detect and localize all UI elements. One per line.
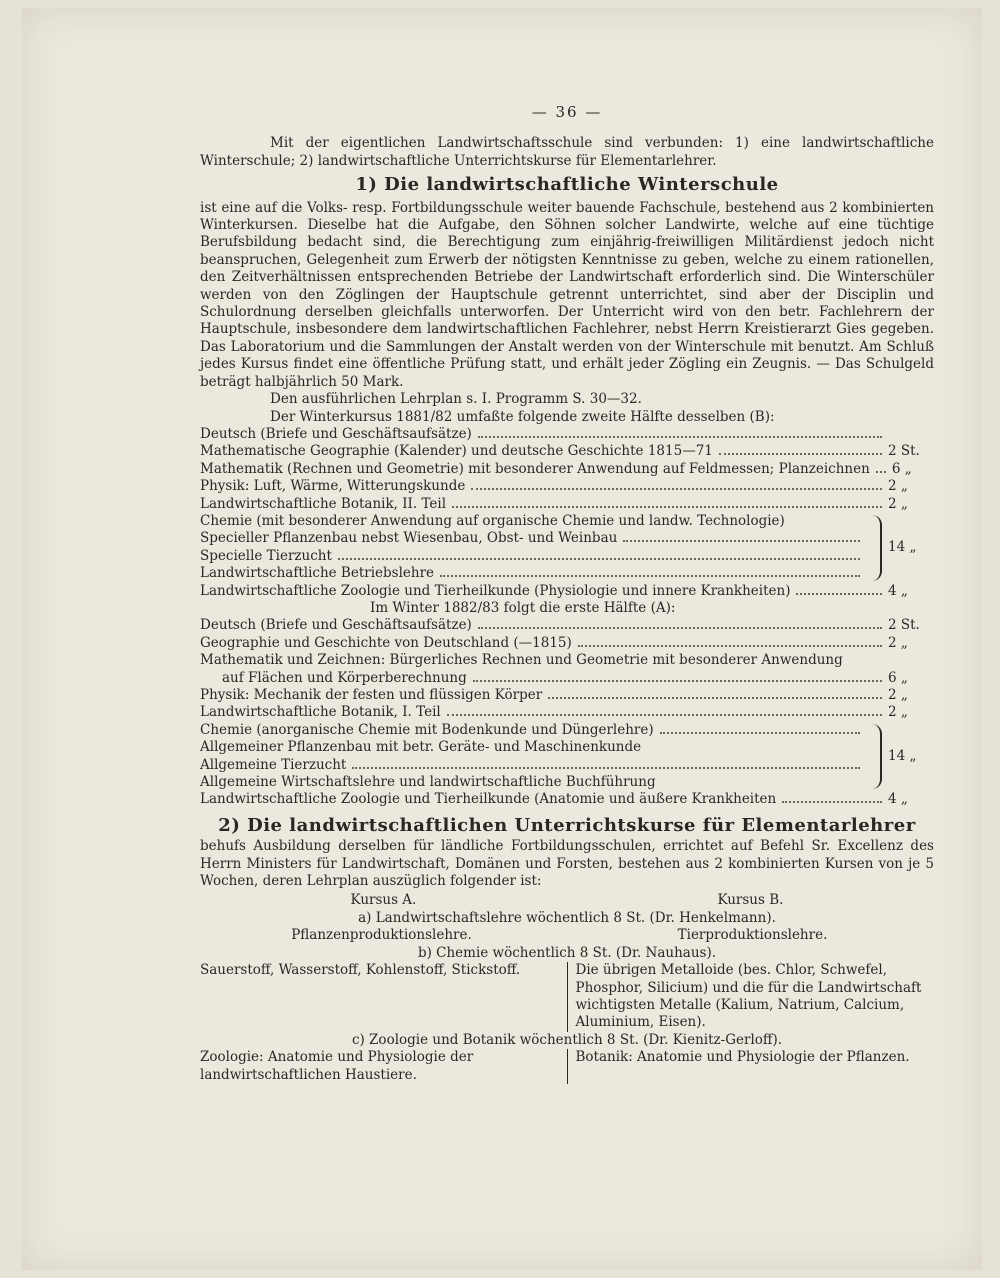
leader-dots [478,436,882,438]
leader-dots [478,627,882,629]
group-items [200,513,866,583]
leader-dots [719,453,882,455]
leader-dots [338,558,860,560]
subject-name: Physik: Luft, Wärme, Witterungskunde [200,478,466,495]
document-page [22,8,982,1270]
subject-row [200,757,866,774]
leader-dots [352,767,860,769]
subject-name: Chemie (anorganische Chemie mit Bodenkunde und Düngerlehre) [200,721,654,738]
course-a-right: Tierproduktionslehre. [677,927,828,944]
subject-row [200,426,934,443]
subject-name: Landwirtschaftliche Zoologie und Tierheilkunde (Physiologie und innere Krankheiten) [200,582,791,599]
subject-name: Allgemeine Wirtschaftslehre und landwirtschaftliche Buchführung [200,774,656,791]
subject-hours: 2 „ [888,634,908,651]
course-c-columns [200,1049,934,1084]
kursus-a-heading: Kursus A. [350,892,417,909]
course-b-right: Die übrigen Metalloide (bes. Chlor, Schwefel, Phosphor, Silicium) und die für die Landwirtschaft wichtigsten Metalle (Kalium, Natrium, Calcium, Aluminium, Eisen). [567,962,935,1032]
subject-name: Allgemeine Tierzucht [200,756,347,773]
page-number: — 36 — [531,103,603,121]
curly-brace [870,515,882,581]
subject-name: Landwirtschaftliche Botanik, I. Teil [200,704,441,721]
subject-hours: 6 „ [891,460,912,477]
subject-hours: 2 „ [888,478,908,495]
subject-name: Mathematische Geographie (Kalender) und deutsche Geschichte 1815—71 [200,443,713,460]
subject-row [200,548,866,565]
subject-row [200,617,934,634]
course-b-columns [200,962,934,1032]
leader-dots [447,714,882,716]
subject-row [200,670,934,687]
course-b-line: b) Chemie wöchentlich 8 St. (Dr. Nauhaus). [417,944,717,961]
subject-name: Deutsch (Briefe und Geschäftsaufsätze) [200,617,472,634]
section2-body: behufs Ausbildung derselben für ländliche Fortbildungsschulen, errichtet auf Befehl Sr. Excellenz des Herrn Ministers für Landwirtschaft, Domänen und Forsten, bestehen aus 2 kombinierten Kursen von je 5 Wochen, deren Lehrplan auszüglich folgender ist: [200,838,934,890]
subject-row [200,513,866,530]
subject-name: Landwirtschaftliche Botanik, II. Teil [200,495,447,512]
subject-row [200,496,934,513]
subject-hours: 2 „ [888,704,908,721]
lehrplan-note: Den ausführlichen Lehrplan s. I. Programm S. 30—32. [270,391,642,408]
course-a-line: a) Landwirtschaftslehre wöchentlich 8 St. (Dr. Henkelmann). [358,909,776,926]
section1-body: ist eine auf die Volks- resp. Fortbildungsschule weiter bauende Fachschule, bestehend aus 2 kombinierten Winterkursen. Dieselbe hat die Aufgabe, den Söhnen solcher Landwirte, welche auf eine tüchtige Berufsbildung bedacht sind, die Berechtigung zum einjährig-freiwilligen Militärdienst jedoch nicht beanspruchen, Gelegenheit zum Erwerb der nötigsten Kenntnisse zu geben, welche zu einem rationellen, den Zeitverhältnissen entsprechenden Betriebe der Landwirtschaft erforderlich sind. Die Winterschüler werden von den Zöglingen der Hauptschule getrennt unterrichtet, sind aber der Disciplin und Schulordnung derselben gleichfalls unterworfen. Der Unterricht wird von den betr. Fachlehrern der Hauptschule, insbesondere dem landwirtschaftlichen Fachlehrer, nebst Herrn Kreistierarzt Gies gegeben. Das Laboratorium und die Sammlungen der Anstalt werden von der Winterschule mit benutzt. Am Schluß jedes Kursus findet eine öffentliche Prüfung statt, und erhält jeder Zögling ein Zeugnis. — Das Schulgeld beträgt halbjährlich 50 Mark. [200,199,934,390]
subject-hours: 4 „ [888,791,908,808]
kursus-b-heading: Kursus B. [717,892,784,909]
section2-title: 2) Die landwirtschaftlichen Unterrichtskurse für Elementarlehrer [218,814,916,836]
subject-name: Deutsch (Briefe und Geschäftsaufsätze) [200,425,472,442]
course-c-line: c) Zoologie und Botanik wöchentlich 8 St. (Dr. Kienitz-Gerloff). [351,1031,783,1048]
subject-row [200,704,934,721]
curly-brace [870,724,882,790]
leader-dots [796,593,882,595]
subject-name: Chemie (mit besonderer Anwendung auf organische Chemie und landw. Technologie) [200,512,785,529]
subject-name: auf Flächen und Körperberechnung [222,669,467,686]
leader-dots [782,801,882,803]
subject-row [200,635,934,652]
group-items [200,722,866,792]
leader-dots [660,732,860,734]
course-b-left: Sauerstoff, Wasserstoff, Kohlenstoff, Stickstoff. [200,962,521,979]
course-a-left: Pflanzenproduktionslehre. [291,927,472,944]
subject-name: Landwirtschaftliche Betriebslehre [200,565,435,582]
course-headings [200,892,934,909]
leader-dots [452,506,882,508]
intro-paragraph: Mit der eigentlichen Landwirtschaftsschule sind verbunden: 1) eine landwirtschaftliche Winterschule; 2) landwirtschaftliche Unterrichtskurse für Elementarlehrer. [200,135,934,169]
subject-name: Specieller Pflanzenbau nebst Wiesenbau, Obst- und Weinbau [200,530,618,547]
subject-name: Mathematik (Rechnen und Geometrie) mit besonderer Anwendung auf Feldmessen; Planzeichnen [200,460,870,477]
leader-dots [623,540,860,542]
leader-dots [876,471,886,473]
group-hours: 14 „ [888,539,917,556]
subject-hours: 4 „ [888,582,908,599]
subject-name: Mathematik und Zeichnen: Bürgerliches Rechnen und Geometrie mit besonderer Anwendung [200,652,843,669]
subject-name: Allgemeiner Pflanzenbau mit betr. Geräte- und Maschinenkunde [200,739,642,756]
course-c-left: Zoologie: Anatomie und Physiologie der landwirtschaftlichen Haustiere. [200,1049,474,1083]
subject-hours: 2 St. [888,443,920,460]
subject-row [200,722,866,739]
subject-name: Specielle Tierzucht [200,547,332,564]
subject-row [200,774,866,791]
subject-row [200,791,934,808]
course-a-columns [200,927,934,944]
braced-subject-group [200,513,934,583]
leader-dots [471,488,882,490]
subject-row [200,739,866,756]
subject-hours: 2 „ [888,687,908,703]
subject-row [200,443,934,460]
winter2-subject-list [200,617,934,808]
leader-dots [578,645,882,647]
subject-row [200,652,934,669]
leader-dots [473,680,882,682]
subject-hours: 6 „ [888,669,908,686]
course-c-right: Botanik: Anatomie und Physiologie der Pflanzen. [567,1049,935,1084]
leader-dots [440,575,860,577]
section1-title: 1) Die landwirtschaftliche Winterschule [355,174,779,196]
subject-row [200,530,866,547]
winter1-intro: Der Winterkursus 1881/82 umfaßte folgende zweite Hälfte desselben (B): [270,408,775,425]
winter1-subject-list [200,426,934,600]
subject-hours: 2 St. [888,617,920,634]
subject-name: Physik: Mechanik der festen und flüssigen Körper [200,687,543,703]
subject-row [200,687,934,704]
subject-name: Geographie und Geschichte von Deutschland (—1815) [200,634,572,651]
subject-hours: 2 „ [888,495,908,512]
page-content [200,104,934,1084]
winter2-intro: Im Winter 1882/83 folgt die erste Hälfte (A): [370,599,676,616]
subject-name: Landwirtschaftliche Zoologie und Tierheilkunde (Anatomie und äußere Krankheiten [200,791,777,808]
subject-row [200,583,934,600]
leader-dots [548,697,882,699]
group-hours: 14 „ [888,747,917,764]
braced-subject-group [200,722,934,792]
subject-row [200,565,866,582]
subject-row [200,478,934,495]
subject-row [200,461,934,478]
